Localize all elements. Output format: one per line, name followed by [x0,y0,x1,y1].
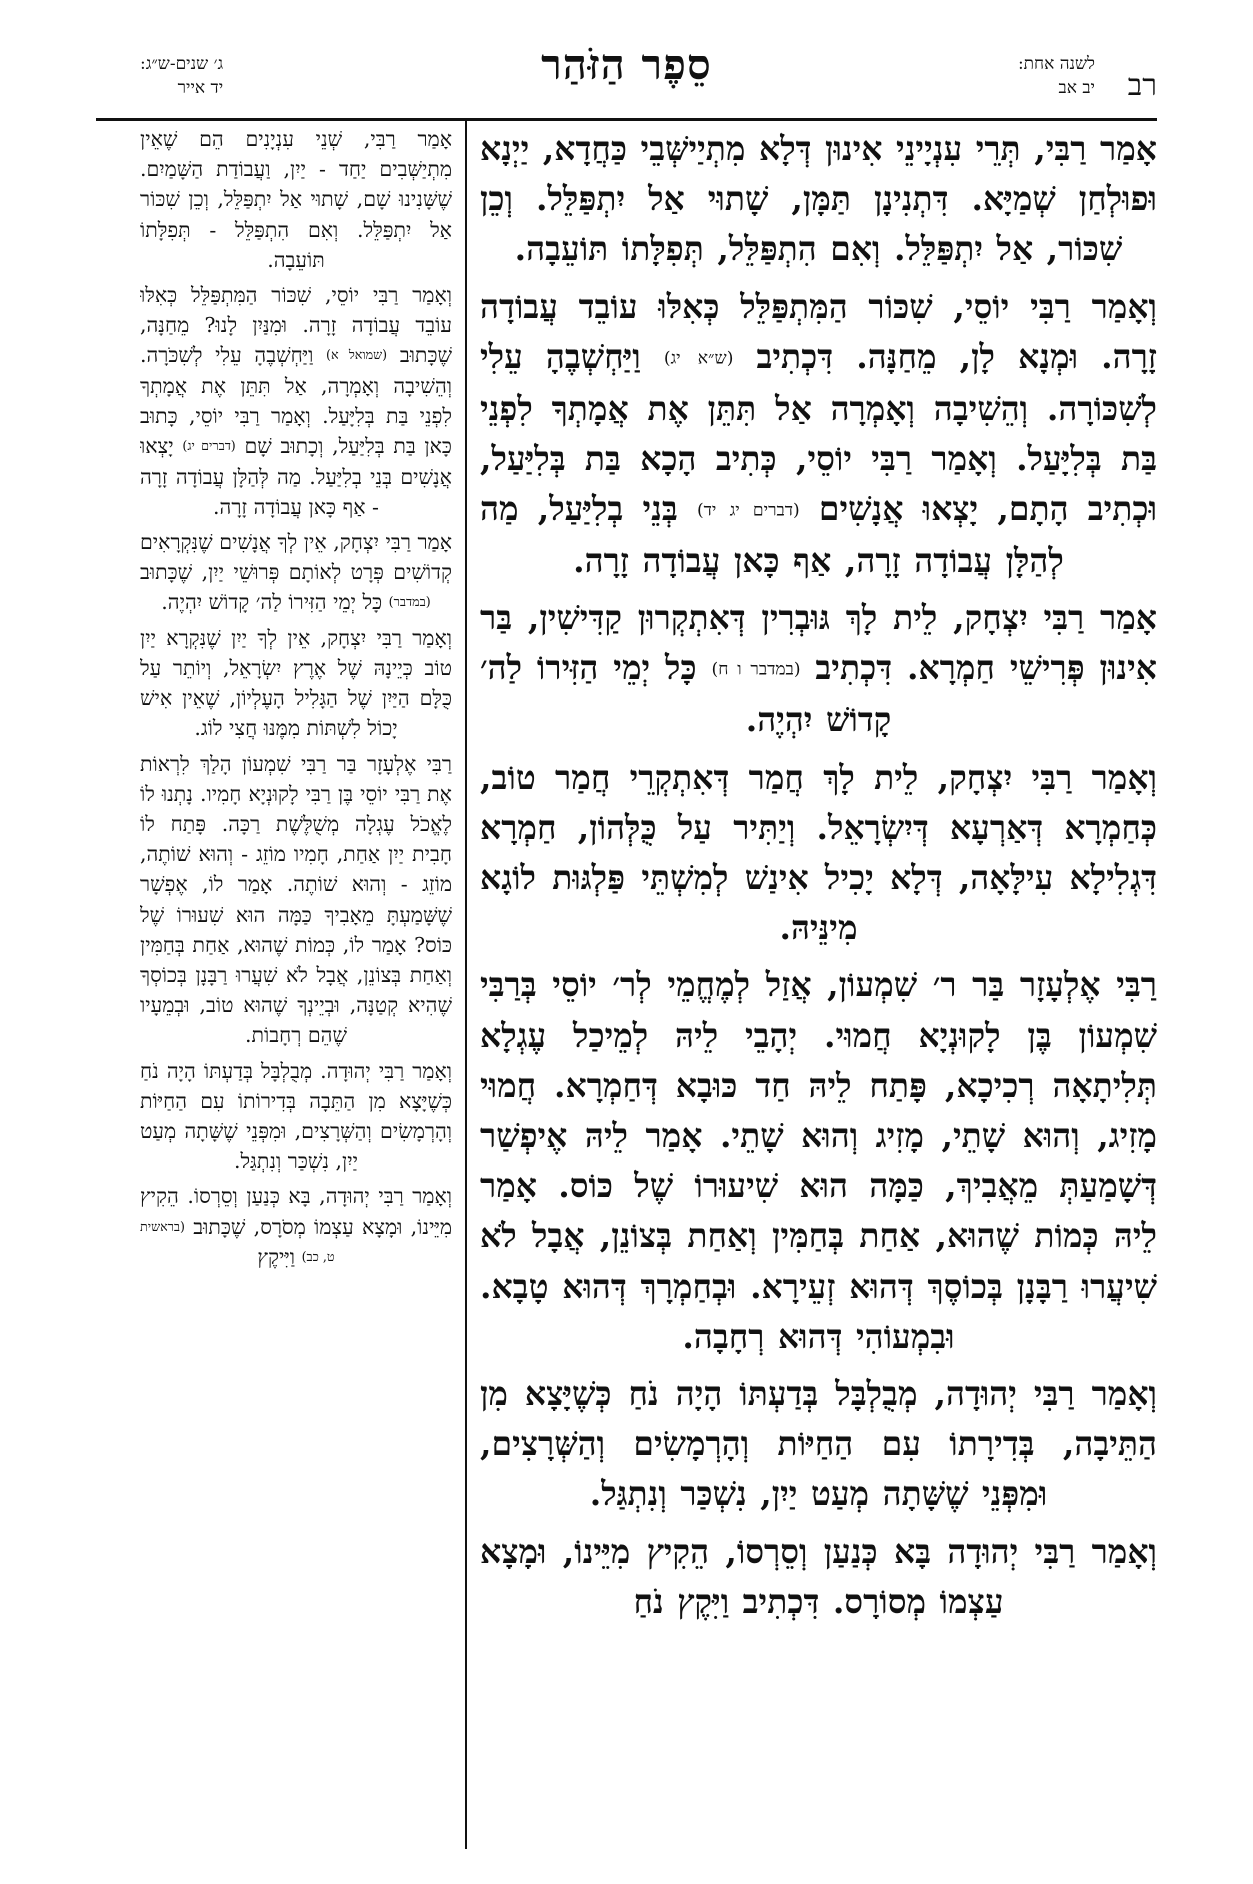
schedule-right-line2: יב אב [1058,78,1095,98]
side-paragraph: וְאָמַר רַבִּי יִצְחָק, אֵין לְךָ יַיִן שֶׁנִּקְרָא יַיִן טוֹב כְּיֵינָהּ שֶׁל אֶרֶץ יִשְׂרָאֵל, וְיוֹתֵר עַל כֻּלָּם הַיַּיִן שֶׁל הַגָּלִיל הָעֶלְיוֹן, שֶׁאֵין אִישׁ יָכוֹל לִשְׁתּוֹת מִמֶּנּוּ חֲצִי לוֹג. [140,625,452,741]
main-text-segment: וְאָמַר רַבִּי יוֹסֵי, שִׁכּוֹר הַמִּתְפַּלֵּל כְּאִלּוּ עוֹבֵד עֲבוֹדָה זָרָה. וּמְנָא לָן, מֵחַנָּה. דִּכְתִיב [480,286,1157,376]
main-paragraph [480,282,1157,587]
reading-schedule-left [140,52,223,100]
main-paragraph: אָמַר רַבִּי, תְּרֵי עִנְיָינֵי אִינוּן דְּלָא מִתְיַישְּׁבֵי כַּחֲדָא, יַיְנָא וּפוּלְחַן שְׁמַיָּא. דִּתְנִינָן תַּמָּן, שָׁתוּי אַל יִתְפַּלֵּל. וְכֵן שִׁכּוֹר, אַל יִתְפַּלֵּל. וְאִם הִתְפַּלֵּל, תְּפִלָּתוֹ תּוֹעֵבָה. [480,129,1157,269]
side-text-segment: וְאָמַר רַבִּי יוֹסֵי, שִׁכּוֹר הַמִּתְפַּלֵּל כְּאִלּוּ עוֹבֵד עֲבוֹדָה זָרָה. וּמִנַּיִן לָנוּ? מֵחַנָּה, שֶׁכָּתוּב [140,283,452,368]
main-paragraph: וְאָמַר רַבִּי יִצְחָק, לֵית לָךְ חֲמַר דְּאִתְקְרֵי חֲמַר טוֹב, כְּחַמְרָא דְּאַרְעָא דְּיִשְׂרָאֵל. וְיַתִּיר עַל כֻּלְּהוֹן, חַמְרָא דִּגְלִילָא עִילָּאָה, דְּלָא יָכִיל אִינַשׁ לְמִשְׁתֵּי פַּלְגּוּת לוֹגָא מִינֵּיהּ. [480,757,1157,948]
source-citation: (במדבר) [388,594,431,610]
side-text-segment: וַיַּחְשְׁבֶהָ עֵלִי לְשִׁכֹּרָה. וְהֵשִׁיבָה וְאָמְרָה, אַל תִּתֵּן אֶת אֲמָתְךָ לִפְנֵי בַּת בְּלִיָּעַל. וְאָמַר רַבִּי יוֹסֵי, כָּתוּב כָּאן בַּת בְּלִיַּעַל, וְכָתוּב שָׁם [140,343,452,459]
column-divider [465,121,467,1849]
source-citation: (דברים יג יד) [696,500,800,521]
source-citation: (דברים יג) [182,438,236,454]
side-paragraph [140,527,452,618]
main-text-segment: בְּנֵי בְלִיַּעַל, מַה לְהַלָּן עֲבוֹדָה זָרָה, אַף כָּאן עֲבוֹדָה זָרָה. [480,489,1064,581]
main-paragraph: וְאָמַר רַבִּי יְהוּדָה בָּא כְּנַעַן וְסֵרְסוֹ, הֵקִיץ מִיֵּינוֹ, וּמָצָא עַצְמוֹ מְסוֹרָס. דִּכְתִיב וַיִּקֶץ נֹחַ [480,1531,1157,1621]
main-paragraph: רַבִּי אֶלְעָזָר בַּר ר׳ שִׁמְעוֹן, אֲזַל לְמֶחֱמֵי לְר׳ יוֹסֵי בְּרַבִּי שִׁמְעוֹן בֶּן לָקוּנְיָא חֲמוּי. יְהָבֵי לֵיהּ לְמֵיכַל עֶגְלָא תְּלִיתָאָה רְכִיכָא, פָּתַח לֵיהּ חַד כּוּבָא דְּחַמְרָא. חֲמוּי מָזִיג, וְהוּא שָׁתֵי, מָזִיג וְהוּא שָׁתֵי. אָמַר לֵיהּ אֶיפְשַׁר דְּשָׁמַעַתְּ מֵאֲבִיךְ, כַּמָּה הוּא שִׁיעוּרוֹ שֶׁל כּוֹס. אָמַר לֵיהּ כְּמוֹת שֶׁהוּא, אַחַת בְּחַמִּין וְאַחַת בְּצוֹנֵן, אֲבָל לֹא שִׁיעֲרוּ רַבָּנָן בְּכוֹסֶךְ דְּהוּא זְעֵירָא. וּבְחַמְרָךְ דְּהוּא טָבָא. וּבִמְעוֹהִי דְּהוּא רְחָבָה. [480,965,1157,1356]
folio-number: רב [1127,68,1157,103]
side-text-segment: כָּל יְמֵי הַזִּירוֹ לַה׳ קָדוֹשׁ יִהְיֶה. [161,590,383,615]
hebrew-translation-column [140,124,452,1854]
source-citation: (במדבר ו ח) [711,660,801,681]
side-text-segment: אָמַר רַבִּי יִצְחָק, אֵין לְךָ אֲנָשִׁים שֶׁנִּקְרָאִים קְדוֹשִׁים פְּרָט לְאוֹתָם פְּרוּשֵׁי יַיִן, שֶׁכָּתוּב [140,529,452,585]
side-paragraph [140,1181,452,1272]
main-paragraph: וְאָמַר רַבִּי יְהוּדָה, מְבֻלְבָּל בְּדַעְתּוֹ הָיָה נֹחַ כְּשֶׁיָּצָא מִן הַתֵּיבָה, בְּדִירָתוֹ עִם הַחַיּוֹת וְהָרְמָשִׂים וְהַשְּׁרָצִים, וּמִפְּנֵי שֶׁשָּׁתָה מְעַט יַיִן, נִשְׁכַּר וְנִתְגַּל. [480,1374,1157,1514]
side-paragraph [140,280,452,522]
main-text-segment: אָמַר רַבִּי יִצְחָק, לֵית לָךְ גּוּבְרִין דְּאִתְקְרוּן קַדִּישִׁין, בַּר אִינוּן פְּרִישֵׁי חַמְרָא. דִּכְתִיב [480,598,1157,688]
side-text-segment: יָצְאוּ אֲנָשִׁים בְּנֵי בְלִיַּעַל. מַה לְּהַלָּן עֲבוֹדָה זָרָה - אַף כָּאן עֲבוֹדָה זָרָה. [140,434,452,519]
schedule-right-line1: לשנה אחת: [1017,54,1095,74]
main-text-segment: וַיַּחְשְׁבֶהָ עֵלִי לְשִׁכּוֹרָה. וְהֵשִׁיבָה וְאָמְרָה אַל תִּתֵּן אֶת אֲמָתְךָ לִפְנֵי בַּת בְּלִיָּעַל. וְאָמַר רַבִּי יוֹסֵי, כְּתִיב הָכָא בַּת בְּלִיַּעַל, וּכְתִיב הָתָם, יָצְאוּ אֲנָשִׁים [480,336,1157,529]
schedule-left-line1: ג׳ שנים-ש״ג: [140,54,224,74]
source-citation: (בראשית ט, כב) [140,1218,335,1264]
source-citation: (שמואל א) [326,347,388,363]
book-title: סֵפֶר הַזֹּהַר [541,40,712,89]
main-text-segment: כָּל יְמֵי הַזִּירוֹ לַה׳ קָדוֹשׁ יִהְיֶה. [480,648,892,740]
side-text-segment: וַיִּיקֶץ [257,1245,296,1270]
side-paragraph: וְאָמַר רַבִּי יְהוּדָה. מְבֻלְבָּל בְּדַעְתּוֹ הָיָה נֹחַ כְּשֶׁיָּצָא מִן הַתֵּבָה בְּדִירוֹתוֹ עִם הַחַיּוֹת וְהָרְמָשִׂים וְהַשְּׁרָצִים, וּמִפְּנֵי שֶׁשָּׁתָה מְעַט יַיִן, נִשְׁכַּר וְנִתְגַּל. [140,1058,452,1174]
aramaic-main-column [480,124,1157,1854]
header-rule [96,118,1157,121]
main-paragraph [480,593,1157,745]
side-paragraph: רַבִּי אֶלְעָזָר בַּר רַבִּי שִׁמְעוֹן הָלַךְ לִרְאוֹת אֶת רַבִּי יוֹסֵי בֶּן רַבִּי לָקוּנְיָא חָמִיו. נָתְנוּ לוֹ לֶאֱכֹל עֶגְלָה מְשֻׁלֶּשֶׁת רַכָּה. פָּתַח לוֹ חָבִית יַיִן אַחַת, חָמִיו מוֹזֵג - וְהוּא שׁוֹתֶה, מוֹזֵג - וְהוּא שׁוֹתֶה. אָמַר לוֹ, אֶפְשָׁר שֶׁשָּׁמַעְתָּ מֵאָבִיךָ כַּמָּה הוּא שִׁעוּרוֹ שֶׁל כּוֹס? אָמַר לוֹ, כְּמוֹת שֶׁהוּא, אַחַת בְּחַמִּין וְאַחַת בְּצוֹנֵן, אֲבָל לֹא שִׁעֲרוּ רַבָּנָן בְּכוֹסְךָ שֶׁהִיא קְטַנָּה, וּבְיֵינְךָ שֶׁהוּא טוֹב, וּבְמֵעָיו שֶׁהֵם רְחָבוֹת. [140,751,452,1048]
schedule-left-line2: יד אייר [177,78,224,98]
side-paragraph: אָמַר רַבִּי, שְׁנֵי עִנְיָנִים הֵם שֶׁאֵין מִתְיַשְּׁבִים יַחַד - יַיִן, וַעֲבוֹדַת הַשָּׁמַיִם. שֶׁשָּׁנִינוּ שָׁם, שָׁתוּי אַל יִתְפַּלֵּל, וְכֵן שִׁכּוֹר אַל יִתְפַּלֵּל. וְאִם הִתְפַּלֵּל - תְּפִלָּתוֹ תּוֹעֵבָה. [140,127,452,272]
side-text-segment: וְאָמַר רַבִּי יְהוּדָה, בָּא כְּנַעַן וְסֵרְסוֹ. הֵקִיץ מִיֵּינוֹ, וּמָצָא עַצְמוֹ מְסֹרָס, שֶׁכָּתוּב [140,1184,452,1239]
source-citation: (ש״א יג) [663,348,734,369]
